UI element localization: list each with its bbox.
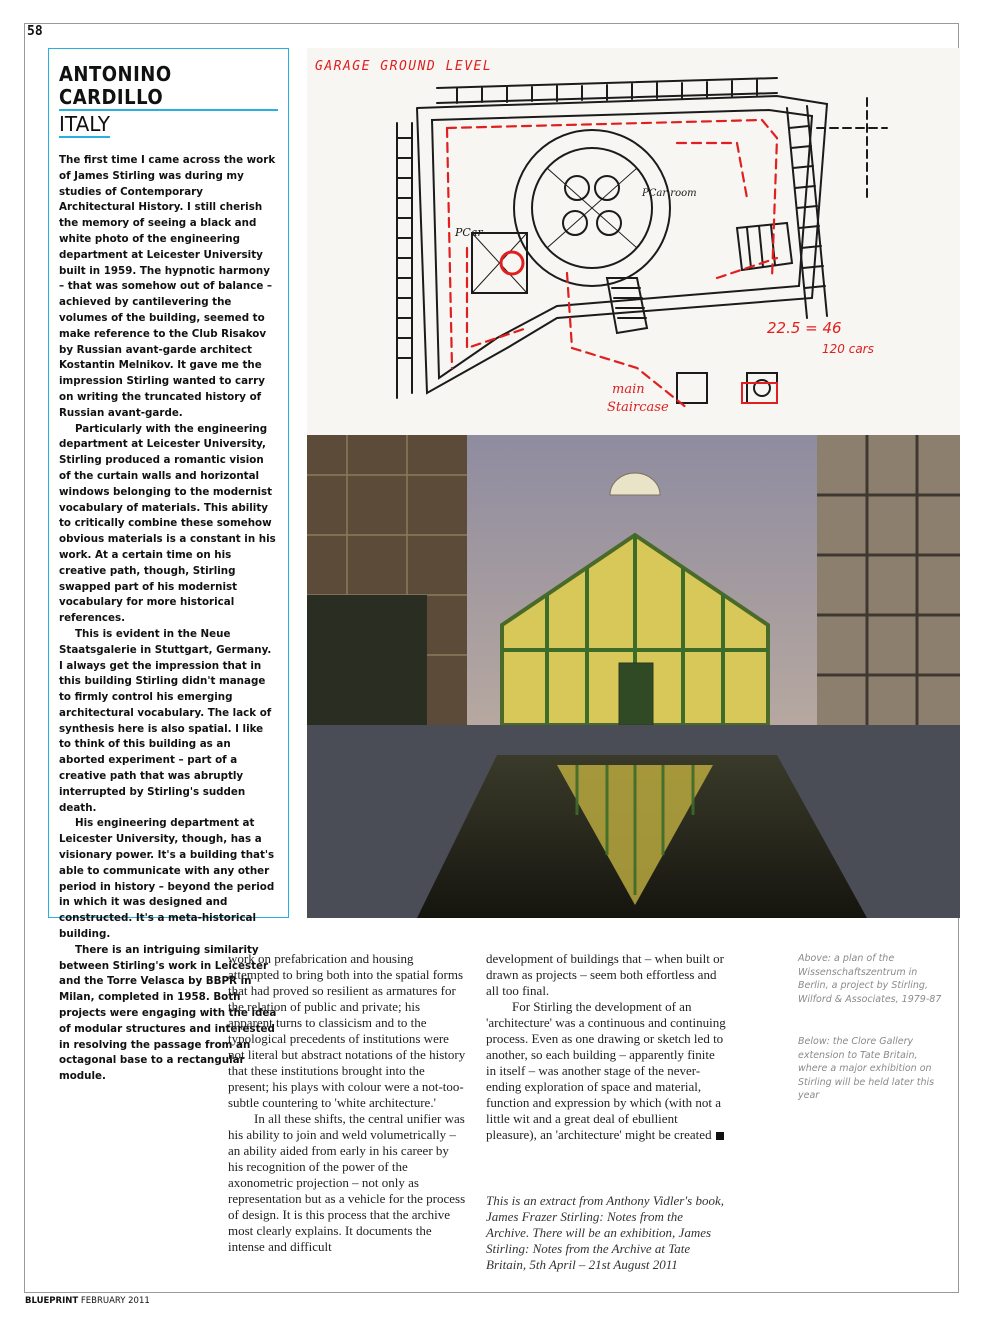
footer-date: FEBRUARY 2011 xyxy=(80,1296,150,1306)
sketch-stair-label-1: main xyxy=(612,382,645,397)
caption-above: Above: a plan of the Wissenschaftszentrum in Berlin, a project by Stirling, Wilford & Associates, 1979-87 xyxy=(798,953,942,1005)
article-column-1 xyxy=(228,951,466,1255)
article-paragraph: For Stirling the development of an 'architecture' was a continuous and continuing process. Even as one drawing or sketch led to another, so each building – apparently finite in itself – was another stage of the never-ending exploration of space and material, function and expression by which (with not a little wit and a great deal of ebullient pleasure), an 'architecture' might be created xyxy=(486,999,726,1142)
sidebar-country: ITALY xyxy=(59,112,110,136)
sidebar-paragraph: Particularly with the engineering department at Leicester University, Stirling produced a romantic vision of the curtain walls and horizontal windows belonging to the modernist vocabulary of materials. This ability to critically combine these somehow obvious materials is a constant in his work. At a certain time on his creative path, though, Stirling swapped part of his modernist vocabulary for more historical references. xyxy=(59,422,276,625)
article-paragraph: In all these shifts, the central unifier was his ability to join and weld volumetrically – an ability aided from early in his career by his recognition of the power of the axonometric projection – not only as representation but as a vehicle for the process of design. It is this process that the archive most clearly explains. It documents the intense and difficult xyxy=(228,1111,466,1254)
sidebar-paragraph: This is evident in the Neue Staatsgalerie in Stuttgart, Germany. I always get the impression that in this building Stirling didn't manage to firmly control his emerging architectural vocabulary. The lack of synthesis here is also spatial. I like to think of this building as an aborted experiment – part of a creative path that was abruptly interrupted by Stirling's sudden death. xyxy=(59,627,272,814)
article-paragraph: work on prefabrication and housing attempted to bring both into the spatial forms that had proved so resilient as armatures for the relation of public and private; his apparent turns to classicism and to the typological precedents of institutions were not literal but abstract notations of the history that these institutions brought into the present; his plays with colour were a not-too-subtle countering to 'white architecture.' xyxy=(228,951,466,1110)
sidebar-paragraph: There is an intriguing similarity between Stirling's work in Leicester and the Torre Velasca by BBPR in Milan, completed in 1958. Both projects were engaging with the idea of modular structures and interested in resolving the passage from an octagonal base to a rectangular module. xyxy=(59,943,277,1083)
sidebar-body xyxy=(59,153,278,1085)
sketch-cars: 120 cars xyxy=(822,342,874,356)
footer-brand: BLUEPRINT xyxy=(25,1296,79,1306)
sketch-count: 22.5 = 46 xyxy=(767,319,842,337)
page-number: 58 xyxy=(27,24,43,39)
extract-note: This is an extract from Anthony Vidler's book, James Frazer Stirling: Notes from the Archive. There will be an exhibition, James Stirling: Notes from the Archive at Tate Britain, 5th April – 21st August 2011 xyxy=(486,1193,724,1272)
caption-below: Below: the Clore Gallery extension to Tate Britain, where a major exhibition on Stirling will be held later this year xyxy=(798,1036,935,1101)
article-paragraph: development of buildings that – when built or drawn as projects – seem both effortless and all too final. xyxy=(486,951,724,998)
sidebar-paragraph: His engineering department at Leicester University, though, has a visionary power. It's a building that's able to communicate with any other period in history – beyond the period in which it was designed and constructed. It's a meta-historical building. xyxy=(59,817,275,941)
sketch-label-pcar: PCar xyxy=(455,226,483,239)
sketch-title: GARAGE GROUND LEVEL xyxy=(315,59,493,74)
plan-sketch-image xyxy=(307,48,960,435)
clore-gallery-photo xyxy=(307,435,960,918)
end-of-article-mark xyxy=(716,1132,724,1140)
sidebar-name: ANTONINO CARDILLO xyxy=(59,63,278,111)
plan-sketch-svg xyxy=(307,48,960,435)
sketch-stair-label-2: Staircase xyxy=(607,400,669,415)
footer xyxy=(25,1296,150,1306)
article-column-2 xyxy=(486,951,726,1143)
sidebar-paragraph: The first time I came across the work of James Stirling was during my studies of Contemporary Architectural History. I still cherish the memory of seeing a black and white photo of the engineering department at Leicester University built in 1959. The hypnotic harmony – that was somehow out of balance – achieved by cantilevering the volumes of the building, seemed to make reference to the Club Risakov by Russian avant-garde architect Kostantin Melnikov. It gave me the impression Stirling wanted to carry on writing the truncated history of Russian avant-garde. xyxy=(59,154,276,419)
sketch-label-pcar-room: PCar room xyxy=(642,188,697,199)
sidebar-box xyxy=(48,48,289,1083)
photo-svg xyxy=(307,435,960,918)
